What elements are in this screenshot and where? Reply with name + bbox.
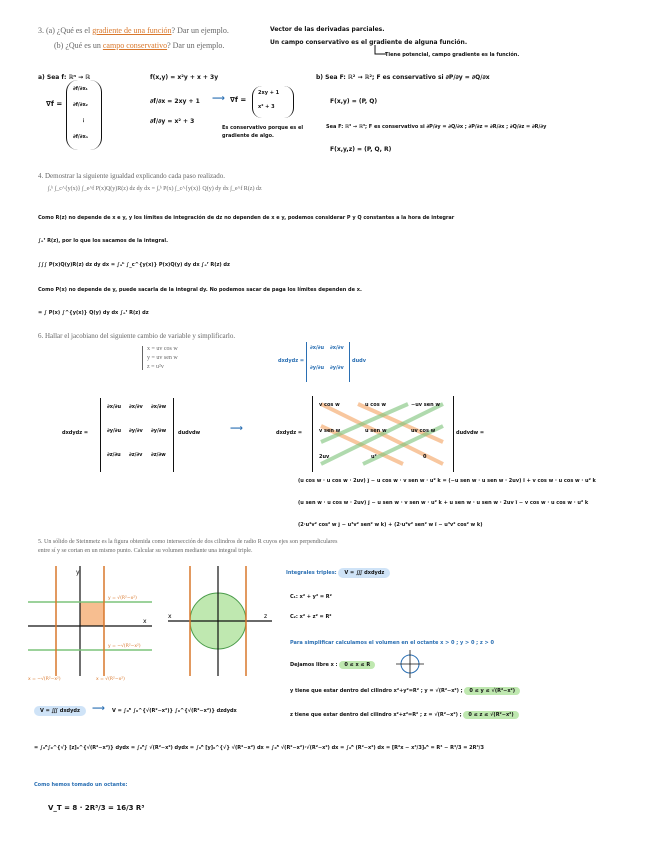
example-note: Es conservativo porque es el gradiente de algo. [222, 125, 304, 139]
q4-hw1: Como R(z) no depende de x e y, y los límites de integración de dz no dependen de x e y, podemos considerar P y Q constantes a la hora de integrar [38, 215, 455, 221]
label-x-right: x = √(R²−x²) [96, 677, 125, 682]
q3-b-def2b: F(x,y,z) = (P, Q, R) [330, 146, 392, 153]
volume-equation: V = ∫₀ᴿ ∫₀^{√(R²−x²)} ∫₀^{√(R²−x²)} dzdydx [112, 708, 237, 714]
z-bound-note: z tiene que estar dentro del cilindro x²+z²=R² ; z = √(R²−x²) ; 0 ≤ z ≤ √(R²−x²) [290, 712, 519, 718]
x-bound: 0 ≤ x ≤ R [339, 661, 375, 669]
q3-b-def2: Sea F: ℝ³ → ℝ³; F es conservativo si ∂P/∂y = ∂Q/∂x ; ∂P/∂z = ∂R/∂x ; ∂Q/∂z = ∂R/∂y [326, 124, 547, 130]
axis-label-x: x [143, 618, 147, 625]
example-function: f(x,y) = x²y + x + 3y [150, 74, 219, 81]
example-dfdx: ∂f/∂x = 2xy + 1 [150, 98, 200, 105]
example-dfdy: ∂f/∂y = x² + 3 [150, 118, 195, 125]
octant-note: Como hemos tomado un octante: [34, 782, 128, 788]
triple-integral-label: Integrales triples: V = ∭ dxdydz [286, 570, 390, 576]
volume-label-box: V = ∭ dxdydz [34, 708, 86, 714]
example-grad-vector: 2xy + 1 x² + 3 [252, 86, 294, 118]
q6-expansion-line1: (u cos w · u cos w · 2uv) ĵ − u cos w · v sen w · u² k̂ = (−u sen w · u sen w · 2uv) î + v cos w · u cos w · u² k̂ [298, 478, 596, 484]
q4-hw2: ∫ₑᶠ R(z), por lo que los sacamos de la integral. [38, 238, 168, 244]
jacobian-2x2-suffix: dudv [352, 358, 366, 364]
jacobian-3x3-suffix: dudvdw [178, 430, 201, 436]
label-y-top: y = √(R²−x²) [108, 596, 137, 601]
final-volume: V_T = 8 · 2R³/3 = 16/3 R³ [48, 804, 145, 812]
conservative-link: campo conservativo [102, 41, 168, 50]
q4-statement: 4. Demostrar la siguiente igualdad explicando cada paso realizado. [38, 172, 225, 180]
label-y-bottom: y = −√(R²−x²) [108, 644, 141, 649]
jacobian-matrix: v cos w u cos w −uv sen w v sen w u sen w uv cos w 2uv u² 0 [312, 396, 454, 472]
jacobian-3x3-label: dxdydz = [62, 430, 89, 436]
q3-note3: Tiene potencial, campo gradiente es la función. [385, 52, 520, 58]
q3-note2: Un campo conservativo es el gradiente de alguna función. [270, 39, 468, 46]
volume-arrow-icon: ⟶ [92, 704, 105, 714]
axis-label-z: z [264, 613, 268, 620]
cylinder-1: C₁: x² + y² = R² [290, 594, 332, 600]
q3-note1: Vector de las derivadas parciales. [270, 26, 385, 33]
grad-vector: ∂f/∂x₁ ∂f/∂x₂ ⋮ ∂f/∂xₙ [66, 80, 102, 150]
x-free-note: Dejamos libre x : 0 ≤ x ≤ R [290, 662, 375, 668]
axis-label-x-2: x [168, 613, 172, 620]
q6-statement: 6. Hallar el jacobiano del siguiente cambio de variable y simplificarlo. [38, 332, 236, 340]
steinmetz-xy-figure [28, 566, 152, 682]
q4-equation: ∫ₐᵇ ∫_c^{y(x)} ∫_e^f P(x)Q(y)R(z) dz dy dx = ∫ₐᵇ P(x) ∫_c^{y(x)} Q(y) dy dx ∫_e^f R(z) dz [48, 186, 262, 192]
q5-statement: 5. Un sólido de Steinmetz es la figura obtenida como intersección de dos cilindros de radio R cuyos ejes son perpendiculares entre sí y se cortan en un mismo punto. Calcular su volumen mediante una integral triple. [38, 539, 338, 554]
q3-a-statement: 3. (a) ¿Qué es el gradiente de una función? Dar un ejemplo. [38, 26, 229, 35]
q3-b-def1: b) Sea F: ℝ² → ℝ²; F es conservativo si ∂P/∂y = ∂Q/∂x [316, 74, 490, 81]
axis-label-y: y [76, 569, 80, 576]
steinmetz-xz-figure [168, 566, 272, 676]
q3-b-statement: (b) ¿Qué es un campo conservativo? Dar un ejemplo. [54, 41, 225, 50]
y-bound: 0 ≤ y ≤ √(R²−x²) [464, 687, 520, 695]
jacobian-2x2-label: dxdydz = [278, 358, 305, 364]
grad-label: ∇f = [46, 100, 63, 108]
q6-expansion-line2: (u sen w · u cos w · 2uv) ĵ − u sen w · v sen w · u² k̂ + u sen w · u sen w · 2uv î − v cos w · u cos w · u² k̂ [298, 500, 589, 506]
gradient-link: gradiente de una función [92, 26, 172, 35]
volume-calculation: = ∫₀ᴿ∫₀^{√} [z]₀^{√(R²−x²)} dydx = ∫₀ᴿ∫ √(R²−x²) dydx = ∫₀ᴿ [y]₀^{√} √(R²−x²) dx = ∫₀ᴿ √(R²−x²)·√(R²−x²) dx = ∫₀ᴿ (R²−x²) dx = [R²x − x³/3]₀ᴿ = R³ − R³/3 = 2R³/3 [34, 745, 484, 751]
jacobian-3x3: ∂x/∂u ∂x/∂v ∂x/∂w ∂y/∂u ∂y/∂v ∂y/∂w ∂z/∂u ∂z/∂v ∂z/∂w [100, 398, 174, 472]
q6-expansion-line3: (2·u²v² cos² w ĵ − u³v² sen² w k̂) + (2·u²v² sen² w î − u³v² cos² w k̂) [298, 522, 483, 528]
q3-a-def: a) Sea f: ℝⁿ → ℝ [38, 74, 91, 81]
mini-circle-icon [396, 650, 424, 678]
jacobian-2x2: ∂x/∂u ∂x/∂v ∂y/∂u ∂y/∂v [306, 342, 350, 382]
example-grad-label: ∇f = [230, 96, 247, 104]
y-bound-note: y tiene que estar dentro del cilindro x²+y²=R² ; y = √(R²−x²) ; 0 ≤ y ≤ √(R²−x²) [290, 688, 520, 694]
octant-region [80, 602, 104, 626]
q3-b-def1b: F(x,y) = (P, Q) [330, 98, 378, 105]
example-arrow-icon: ⟶ [212, 94, 225, 104]
simplify-note: Para simplificar calculamos el volumen en el octante x > 0 ; y > 0 ; z > 0 [290, 640, 494, 646]
q4-hw5: = ∫ P(x) ∫^{y(x)} Q(y) dy dx ∫ₑᶠ R(z) dz [38, 310, 149, 316]
z-bound: 0 ≤ z ≤ √(R²−x²) [463, 711, 518, 719]
cylinder-2: C₂: x² + z² = R² [290, 614, 332, 620]
jacobian-matrix-suffix: dudvdw = [456, 430, 485, 436]
note-arrow-icon [372, 45, 388, 57]
label-x-left: x = −√(R²−x²) [28, 677, 61, 682]
q4-hw4: Como P(x) no depende de y, puede sacarla de la integral dy. No podemos sacar de paga los límites dependen de x. [38, 287, 362, 293]
q4-hw3: ∫∫∫ P(x)Q(y)R(z) dz dy dx = ∫ₐᵇ ∫_c^{y(x)} P(x)Q(y) dy dx ∫ₑᶠ R(z) dz [38, 262, 230, 268]
q6-system: x = uv cos w y = uv sen w z = u²v [142, 346, 178, 370]
volume-formula: V = ∭ dxdydz [338, 568, 390, 578]
jacobian-arrow-icon: ⟶ [230, 424, 243, 434]
jacobian-matrix-label: dxdydz = [276, 430, 303, 436]
